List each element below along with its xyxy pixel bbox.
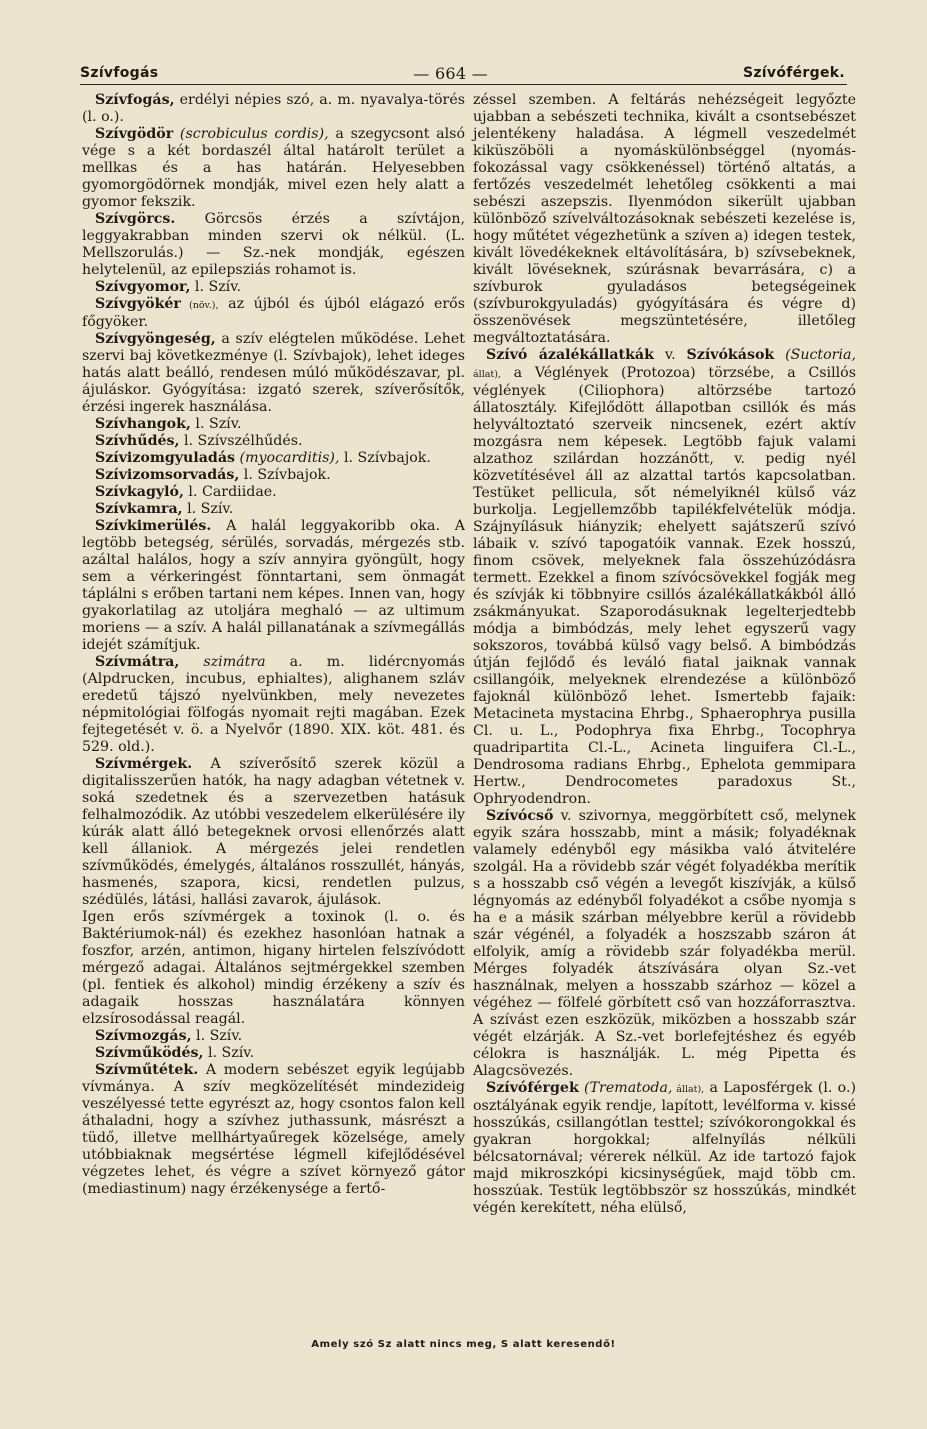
header-right-entry: Szívóférgek. [742,65,845,81]
entry-text: l. Szívbajok. [339,450,431,466]
entry-headword: Szívgörcs. [95,211,176,227]
entry-domain-tag: állat), [672,1084,705,1095]
entry-text: l. Szív. [190,416,242,432]
entry-italic-term: szimátra [179,654,266,670]
dictionary-entry [82,484,465,501]
entry-text: Görcsös érzés a szívtájon, leggyakrabban minden szervi ok nélkül. (L. Mellszorulás.) — Sz.-nek mondják, egészen helytelenül, az epilepsziás rohamot is. [82,211,465,278]
entry-italic-term: (Suctoria, [774,347,856,363]
entry-headword: Szívkamra, [95,501,183,517]
dictionary-entry [82,756,465,909]
dictionary-entry [473,1080,856,1217]
entry-text: a Laposférgek (l. o.) osztályának egyik rendje, lapított, levélforma v. kissé hosszúkás, csillangótlan testtel; szívókorongokkal és gyakran horgokkal; alfelnyílás nélküli bélcsatornával; vérerek nélkül. Az ide tartozó fajok majd mikroszkópi kicsinységűek, majd több cm. hosszúak. Testük legtöbbször sz hosszúkás, mindkét végén kerekített, néha elülső, [473,1080,856,1216]
entry-headword: Szívgyomor, [95,279,191,295]
entry-text: A szíverősítő szerek közül a digitalisszerűen hatók, ha nagy adagban vétetnek v. soká szedetnek és a szervezetben hatásuk felhalmozódik. Az utóbbi veszedelem elkerülésére ily kúrák alatt álló betegeknek orvosi ellenőrzés alatt kell állaniok. A mérgezés jelei rendetlen szívműködés, émelygés, általános rosszullét, hányás, hasmenés, szapora, kicsi, rendetlen pulzus, szédülés, látási, hallási zavarok, ájulások. [82,756,465,908]
entry-headword: Szívó ázalékállatkák [486,347,654,363]
dictionary-entry [82,1045,465,1062]
dictionary-entry [82,92,465,126]
page-number: — 664 — [413,63,489,83]
entry-text: a Véglények (Protozoa) törzsébe, a Csillós véglények (Ciliophora) altörzsébe tartozó állatosztály. Kifejlődött állapotban csillók és más helyváltoztató szerveik nincsenek, ezért aktív mozgásra nem képesek. Legtöbb fajuk valami alzathoz szilárdan hozzánőtt, v. pedig nyél közvetítésével áll az alzattal tartós kapcsolatban. Testüket pellicula, sőt némelyiknél külső váz burkolja. Legjellemzőbb tapilékfelvételük módja. Szájnyílásuk hiányzik; ehelyett sajátszerű szívó lábaik v. szívó tapogatóik vannak. Ezek hosszú, finom csövek, melyeknek fala összehúzódásra termett. Ezekkel a finom szívócsövekkel fogják meg és szívják ki többnyire csillós ázalékállatkákból álló zsákmányukat. Szaporodásuknak legelterjedtebb módja a bimbódzás, mely lehet egyszerű vagy sokszoros, továbbá külső vagy belső. A bimbódzás útján fejlődő és leváló fiatal jaiknak vannak csillangóik, melyeknek elrendezése a különböző fajoknál különböző lehet. Ismertebb fajaik: Metacineta mystacina Ehrbg., Sphaerophrya pusilla Cl. u. L., Podophrya fixa Ehrbg., Tocophrya quadripartita Cl.-L., Acineta linguifera Cl.-L., Dendrosoma radians Ehrbg., Ephelota gemmipara Hertw., Dendrocometes paradoxus St., Ophryodendron. [473,365,856,807]
entry-text: A modern sebészet egyik legújabb vívmánya. A szív megközelítését mindezideig veszélyessé tette egyrészt az, hogy csontos falon kell áthaladni, hogy a szívhez juthassunk, másrészt a tüdő, illetve mellhártyaűregek közelsége, amely utóbbiaknak megsértése légmell kifejlődésével végzetes lehet, és végre a szívet környező gátor (mediastinum) nagy érzékenysége a fertő- [82,1062,465,1197]
dictionary-entry [82,126,465,211]
entry-text: l. Cardiidae. [183,484,277,500]
dictionary-entry [473,808,856,1080]
entry-text: l. Szívbajok. [239,467,331,483]
dictionary-entry [82,211,465,279]
entry-headword: Szívmérgek. [95,756,193,772]
entry-headword: Szívhangok, [95,416,191,432]
dictionary-entry [473,347,856,808]
entry-text: erdélyi népies szó, a. m. nyavalya-törés (l. o.). [82,92,465,125]
entry-headword: Szívkagyló, [95,484,184,500]
entry-headword: Szívizomgyuladás [95,450,236,466]
entry-italic-term: (myocarditis), [235,450,340,466]
entry-headword: Szívóférgek [486,1080,579,1096]
page-footer-note: Amely szó Sz alatt nincs meg, S alatt keresendő! [311,1339,616,1350]
running-header [80,62,845,84]
dictionary-entry [82,654,465,756]
entry-headword: Szívgyökér [95,296,181,312]
dictionary-entry [82,501,465,518]
dictionary-entry [473,92,856,347]
dictionary-entry [82,909,465,1028]
left-column [82,92,465,1198]
dictionary-entry [82,467,465,484]
entry-headword: Szívgyöngeség, [95,331,216,347]
dictionary-entry [82,450,465,467]
dictionary-entry [82,1028,465,1045]
entry-text: Igen erős szívmérgek a toxinok (l. o. és Baktériumok-nál) és ezekhez hasonlóan hatnak a foszfor, arzén, antimon, higany hirtelen felszívódott mérgező adagai. Általános sejtmérgekkel szemben (pl. fentiek és alkohol) mindig érzékeny a szív és adagaik hosszas használatára könnyen elzsírosodással reagál. [82,909,465,1027]
entry-headword: Szívmozgás, [95,1028,192,1044]
entry-text: az újból és újból elágazó erős főgyöker. [82,296,465,330]
entry-italic-term: (scrobiculus cordis), [173,126,329,142]
dictionary-entry [82,518,465,654]
header-rule [80,84,847,85]
entry-headword: Szívfogás, [95,92,175,108]
dictionary-entry [82,416,465,433]
entry-text: a szegycsont alsó vége s a két bordaszél által határolt terület a mellkas és a has határán. Helyesebben gyomorgödörnek mondják, mivel ezen hely alatt a gyomor fekszik. [82,126,465,210]
entry-headword: Szívhűdés, [95,433,180,449]
header-left-entry: Szívfogás [80,65,159,81]
right-column [473,92,856,1217]
entry-text: l. Szív. [203,1045,255,1061]
entry-headword: Szívműtétek. [95,1062,199,1078]
dictionary-entry [82,1062,465,1198]
entry-text: l. Szív. [191,1028,243,1044]
entry-headword: Szívizomsorvadás, [95,467,240,483]
entry-headword: Szívókások [686,347,775,363]
entry-headword: Szívócső [486,808,554,824]
entry-text: l. Szívszélhűdés. [179,433,303,449]
dictionary-entry [82,296,465,331]
entry-text: A halál leggyakoribb oka. A legtöbb betegség, sérülés, sorvadás, mérgezés stb. azáltal halálos, hogy a szív annyira gyöngült, hogy sem a vérkeringést fönntartani, sem önmagát táplálni s erőben tartani nem képes. Innen van, hogy gyakorlatilag az utoljára meghaló — az ultimum moriens — a szív. A halál pillanatának a szívmegállás idejét számítjuk. [82,518,465,653]
entry-domain-tag: (növ.), [180,300,219,311]
dictionary-entry [82,331,465,416]
entry-text: l. Szív. [182,501,234,517]
entry-text: v. [653,347,687,363]
entry-text: zéssel szemben. A feltárás nehézségeit legyőzte ujabban a sebészeti technika, kivált a csontsebészet jelentékeny haladása. A légmell veszedelmét kiküszöböli a nyomáskülönbséggel (nyomás-fokozással vagy csökkenéssel) történő altatás, a fertőzés veszedelmét lehetőleg csökkenti a mai sebészi aszepszis. Ilyenmódon sikerült ujabban különböző szívelváltozásoknak sebészeti kezelése is, hogy műtétet végezhetünk a szíven a) idegen testek, kivált lövedékeknek eltávolítására, b) szívsebeknek, kivált lövéseknek, szúrásnak bevarrására, c) a szívburok gyuladásos betegségeinek (szívburokgyuladás) gyógyítására és végre d) összenövések megszüntetésére, illetőleg megváltoztatására. [473,92,856,346]
entry-text: l. Szív. [190,279,242,295]
entry-italic-term: (Trematoda, [578,1080,673,1096]
entry-domain-tag: állat), [473,369,501,380]
entry-headword: Szívműködés, [95,1045,204,1061]
entry-text: a szív elégtelen működése. Lehet szervi baj következménye (l. Szívbajok), lehet ideges hatás alatt beálló, rendesen múló működészavar, pl. ájuláskor. Gyógyítása: izgató szerek, szíverősítők, érzési ingerek használása. [82,331,465,415]
entry-text: a. m. lidércnyomás (Alpdrucken, incubus, ephialtes), alighanem szláv eredetű tájszó nyelvünkben, mely nevezetes népmitológiai fölfogás nyomait rejti magában. Ezek fejtegetését v. ö. a Nyelvőr (1890. XIX. köt. 481. és 529. old.). [82,654,465,755]
dictionary-entry [82,279,465,296]
entry-headword: Szívgödör [95,126,174,142]
entry-headword: Szívkimerülés. [95,518,212,534]
entry-text: v. szivornya, meggörbített cső, melynek egyik szára hosszabb, mint a másik; folyadéknak valamely edényből egy másikba való átvitelére szolgál. Ha a rövidebb szár végét folyadékba merítik s a hosszabb cső végén a levegőt kiszívják, a külső légnyomás az edényből folyadékot a csőbe nyomja s ha e a másik szárban mélyebbre kerül a rövidebb szár végénél, a folyadék a hoszszabb száron át elfolyik, amíg a rövidebb szár folyadékba merül. Mérges folyadék átszívására olyan Sz.-vet használnak, melyen a hosszabb szárhoz — közel a végéhez — fölfelé görbített cső van hozzáforrasztva. A szívást ezen eszközük, miközben a hosszabb szár végét elzárják. A Sz.-vet borlefejtéshez és egyéb célokra is használják. L. még Pipetta és Alagcsövezés. [473,808,856,1079]
entry-headword: Szívmátra, [95,654,180,670]
dictionary-entry [82,433,465,450]
